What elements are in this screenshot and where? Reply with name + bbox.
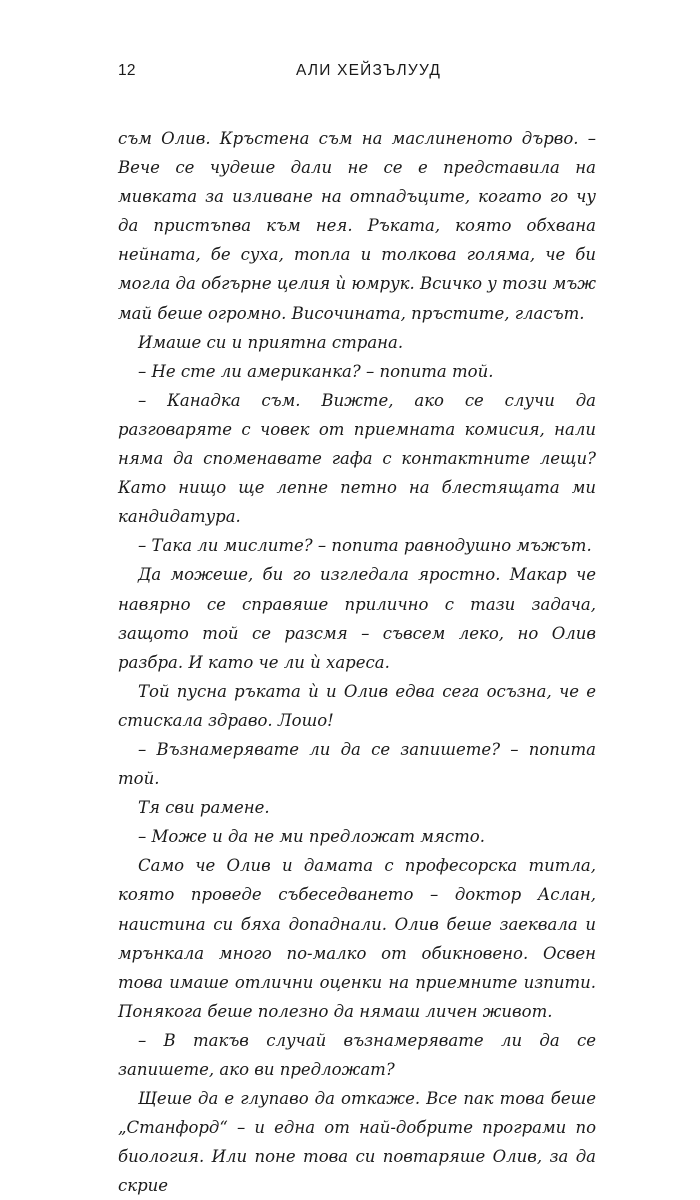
paragraph: Щеше да е глупаво да откаже. Все пак това беше „Станфорд“ – и една от най-добрите програми по биология. Или поне това си повтаряше Олив, за да скрие xyxy=(118,1089,596,1196)
paragraph: – Не сте ли американка? – попита той. xyxy=(138,361,494,381)
paragraph: съм Олив. Кръстена съм на маслиненото дърво. – Вече се чудеше дали не се е представила на мивката за изливане на отпадъците, когато го чу да пристъпва към нея. Ръката, която обхвана нейната, бе суха, топла и толкова голяма, че би могла да обгърне целия ѝ юмрук. Всичко у този мъж май беше огромно. Височината, пръстите, гласът. xyxy=(118,129,596,323)
paragraph: – Така ли мислите? – попита равнодушно мъжът. xyxy=(138,536,592,556)
paragraph: Той пусна ръката ѝ и Олив едва сега осъзна, че е стискала здраво. Лошо! xyxy=(118,681,596,730)
paragraph: Тя сви рамене. xyxy=(138,798,270,818)
paragraph: – Канадка съм. Вижте, ако се случи да разговаряте с човек от приемната комисия, нали няма да споменавате гафа с контактните лещи? Като нищо ще лепне петно на блестящата ми кандидатура. xyxy=(118,390,596,527)
paragraph: – Може и да не ми предложат място. xyxy=(138,827,485,847)
paragraph: Само че Олив и дамата с професорска титла, която проведе събеседването – доктор Аслан, наистина си бяха допаднали. Олив беше заеквала и мрънкала много по-малко от обикновено. Освен това имаше отлични оценки на приемните изпити. Понякога беше полезно да нямаш личен живот. xyxy=(118,856,596,1021)
author-name: АЛИ ХЕЙЗЪЛУУД xyxy=(296,62,442,79)
paragraph: Да можеше, би го изгледала яростно. Макар че навярно се справяше прилично с тази задача, защото той се разсмя – съвсем леко, но Олив разбра. И като че ли ѝ хареса. xyxy=(118,565,596,672)
paragraph: – Възнамерявате ли да се запишете? – попита той. xyxy=(118,739,596,789)
paragraph: – В такъв случай възнамерявате ли да се запишете, ако ви предложат? xyxy=(118,1030,596,1079)
paragraph: Имаше си и приятна страна. xyxy=(138,332,404,352)
page-number: 12 xyxy=(118,62,136,79)
body-text xyxy=(118,124,596,1200)
running-head xyxy=(118,62,596,86)
